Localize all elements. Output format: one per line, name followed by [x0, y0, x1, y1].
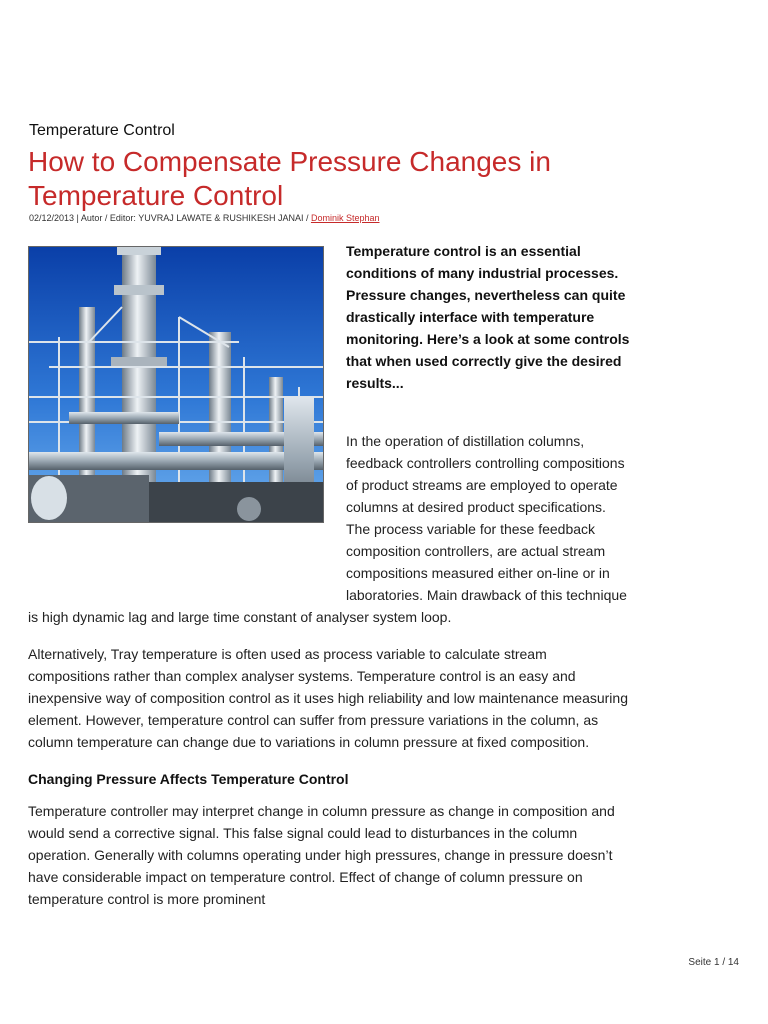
article-date: 02/12/2013	[29, 213, 75, 223]
section-heading: Changing Pressure Affects Temperature Control	[28, 771, 349, 787]
article-lead: Temperature control is an essential conditions of many industrial processes. Pressure changes, nevertheless can quite drastically interface with temperature monitoring. Here’s a look at some controls that when used correctly give the desired results...	[346, 243, 630, 391]
byline	[29, 213, 380, 223]
image-float-spacer	[28, 430, 346, 587]
paragraph-2: Alternatively, Tray temperature is often used as process variable to calculate stream compositions rather than complex analyser systems. Temperature control is an easy and inexpensive way of composition control as it uses high reliability and low maintenance measuring element. However, temperature control can suffer from pressure variations in the column, as column temperature can change due to variations in column pressure at fixed composition.	[28, 646, 628, 750]
editor-link[interactable]: Dominik Stephan	[310, 213, 380, 223]
article-body	[28, 430, 632, 925]
author-credits: | Autor / Editor: YUVRAJ LAWATE & RUSHIKESH JANAI /	[74, 213, 311, 223]
paragraph-3: Temperature controller may interpret change in column pressure as change in composition and would send a corrective signal. This false signal could lead to disturbances in the column operation. Generally with columns operating under high pressures, change in pressure doesn’t have considerable impact on temperature control. Effect of change of column pressure on temperature control is more prominent	[28, 803, 615, 907]
article-title: How to Compensate Pressure Changes in Temperature Control	[28, 146, 551, 211]
article-category: Temperature Control	[29, 122, 175, 139]
page-number: Seite 1 / 14	[688, 957, 739, 968]
paragraph-1: In the operation of distillation columns, feedback controllers controlling compositions of product streams are employed to operate columns at desired product specifications. The process variable for these feedback composition controllers, are actual stream compositions measured either on-line or in laboratories. Main drawback of this technique is high dynamic lag and large time constant of analyser system loop.	[28, 433, 627, 625]
